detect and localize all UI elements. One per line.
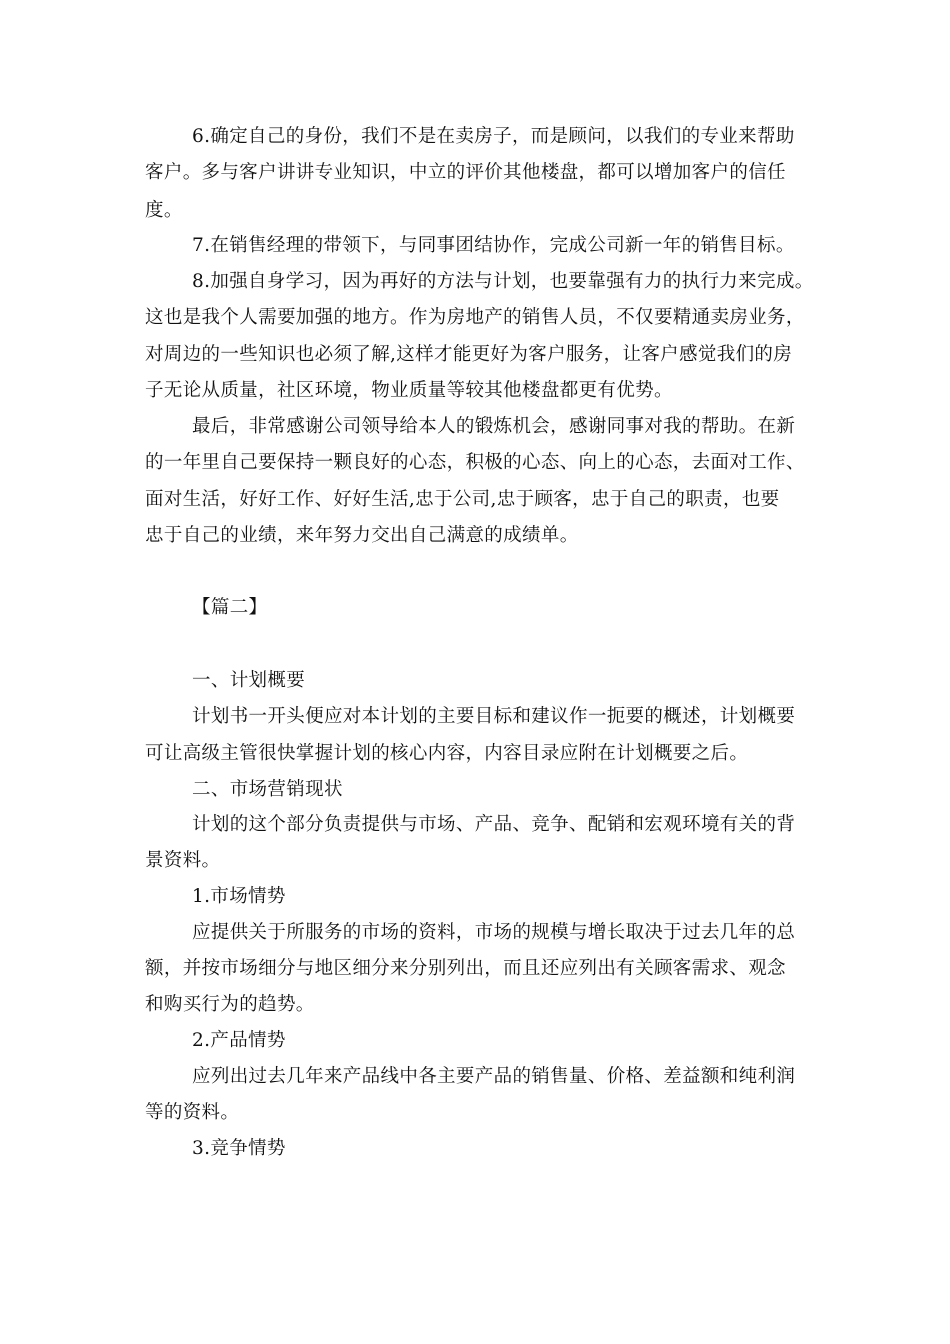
paragraph-line: 最后，非常感谢公司领导给本人的锻炼机会，感谢同事对我的帮助。在新 (192, 416, 796, 437)
paragraph-line: 对周边的一些知识也必须了解,这样才能更好为客户服务，让客户感觉我们的房 (145, 344, 793, 365)
paragraph-line: 7.在销售经理的带领下，与同事团结协作，完成公司新一年的销售目标。 (192, 235, 795, 256)
paragraph-line: 客户。多与客户讲讲专业知识，中立的评价其他楼盘，都可以增加客户的信任 (145, 162, 786, 183)
subheading: 一、计划概要 (192, 670, 306, 691)
paragraph-line: 的一年里自己要保持一颗良好的心态，积极的心态、向上的心态，去面对工作、 (145, 452, 805, 473)
paragraph-line: 应提供关于所服务的市场的资料，市场的规模与增长取决于过去几年的总 (192, 922, 796, 943)
paragraph-line: 忠于自己的业绩，来年努力交出自己满意的成绩单。 (145, 525, 579, 546)
paragraph-line: 景资料。 (145, 850, 221, 871)
subheading: 3.竞争情势 (192, 1138, 286, 1159)
paragraph-line: 8.加强自身学习，因为再好的方法与计划，也要靠强有力的执行力来完成。 (192, 271, 814, 292)
paragraph-line: 等的资料。 (145, 1102, 240, 1123)
paragraph-line: 子无论从质量，社区环境，物业质量等较其他楼盘都更有优势。 (145, 380, 673, 401)
paragraph-line: 面对生活，好好工作、好好生活,忠于公司,忠于顾客，忠于自己的职责，也要 (145, 489, 780, 510)
paragraph-line: 这也是我个人需要加强的地方。作为房地产的销售人员，不仅要精通卖房业务， (145, 307, 805, 328)
subheading: 二、市场营销现状 (192, 779, 343, 800)
paragraph-line: 和购买行为的趋势。 (145, 994, 315, 1015)
paragraph-line: 计划书一开头便应对本计划的主要目标和建议作一扼要的概述，计划概要 (192, 706, 796, 727)
paragraph-line: 额，并按市场细分与地区细分来分别列出，而且还应列出有关顾客需求、观念 (145, 958, 786, 979)
paragraph-line: 可让高级主管很快掌握计划的核心内容，内容目录应附在计划概要之后。 (145, 743, 749, 764)
paragraph-line: 应列出过去几年来产品线中各主要产品的销售量、价格、差益额和纯利润 (192, 1066, 796, 1087)
subheading: 1.市场情势 (192, 886, 286, 907)
section-heading: 【篇二】 (192, 597, 268, 618)
subheading: 2.产品情势 (192, 1030, 286, 1051)
paragraph-line: 计划的这个部分负责提供与市场、产品、竞争、配销和宏观环境有关的背 (192, 814, 796, 835)
paragraph-line: 6.确定自己的身份，我们不是在卖房子，而是顾问，以我们的专业来帮助 (192, 126, 795, 147)
paragraph-line: 度。 (145, 200, 183, 221)
